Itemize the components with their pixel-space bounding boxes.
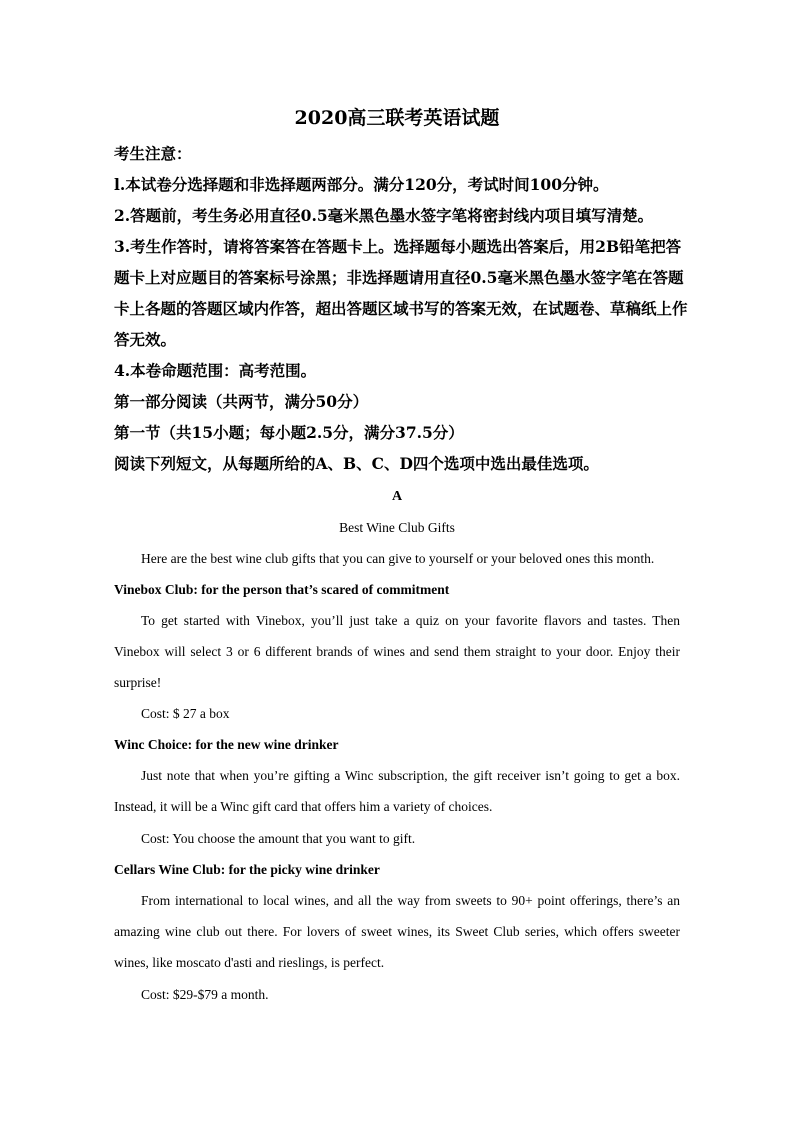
passage-letter: A — [391, 489, 403, 504]
club-body-cellars: From international to local wines, and all the way from sweets to 90+ point offerings, there’s an amazing wine club out there. For lovers of sweet wines, its Sweet Club series, which offers sweeter wines, like moscato d'asti and rieslings, is perfect. — [114, 893, 680, 970]
notice-heading: 考生注意： — [114, 144, 192, 163]
notice-item-1: l.本试卷分选择题和非选择题两部分。满分120分，考试时间100分钟。 — [114, 175, 609, 194]
club-heading-winc: Winc Choice: for the new wine drinker — [114, 737, 339, 752]
exam-title: 2020高三联考英语试题 — [294, 107, 500, 129]
part-heading: 第一部分阅读（共两节，满分50分） — [114, 392, 369, 411]
club-heading-vinebox: Vinebox Club: for the person that’s scared of commitment — [114, 582, 450, 597]
notice-item-3: 3.考生作答时，请将答案答在答题卡上。选择题每小题选出答案后，用2B铅笔把答题卡上对应题目的答案标号涂黑；非选择题请用直径0.5毫米黑色墨水签字笔在答题卡上各题的答题区域内作答，超出答题区域书写的答案无效，在试题卷、草稿纸上作答无效。 — [114, 237, 688, 349]
club-cost-winc: Cost: You choose the amount that you want to gift. — [141, 831, 416, 846]
reading-instruction: 阅读下列短文，从每题所给的A、B、C、D四个选项中选出最佳选项。 — [114, 454, 599, 473]
club-cost-cellars: Cost: $29-$79 a month. — [141, 987, 269, 1002]
notice-item-2: 2.答题前，考生务必用直径0.5毫米黑色墨水签字笔将密封线内项目填写清楚。 — [114, 206, 654, 225]
club-body-vinebox: To get started with Vinebox, you’ll just take a quiz on your favorite flavors and tastes. Then Vinebox will select 3 or 6 different brands of wines and send them straight to your door. Enjoy their surprise! — [114, 613, 680, 690]
club-heading-cellars: Cellars Wine Club: for the picky wine drinker — [114, 862, 380, 877]
club-cost-vinebox: Cost: $ 27 a box — [141, 706, 230, 721]
club-body-winc: Just note that when you’re gifting a Winc subscription, the gift receiver isn’t going to get a box. Instead, it will be a Winc gift card that offers him a variety of choices. — [114, 768, 680, 814]
passage-title: Best Wine Club Gifts — [339, 520, 455, 535]
section-heading: 第一节（共15小题；每小题2.5分，满分37.5分） — [114, 423, 464, 442]
passage-intro: Here are the best wine club gifts that you can give to yourself or your beloved ones this month. — [141, 551, 655, 566]
notice-item-4: 4.本卷命题范围：高考范围。 — [114, 361, 317, 380]
